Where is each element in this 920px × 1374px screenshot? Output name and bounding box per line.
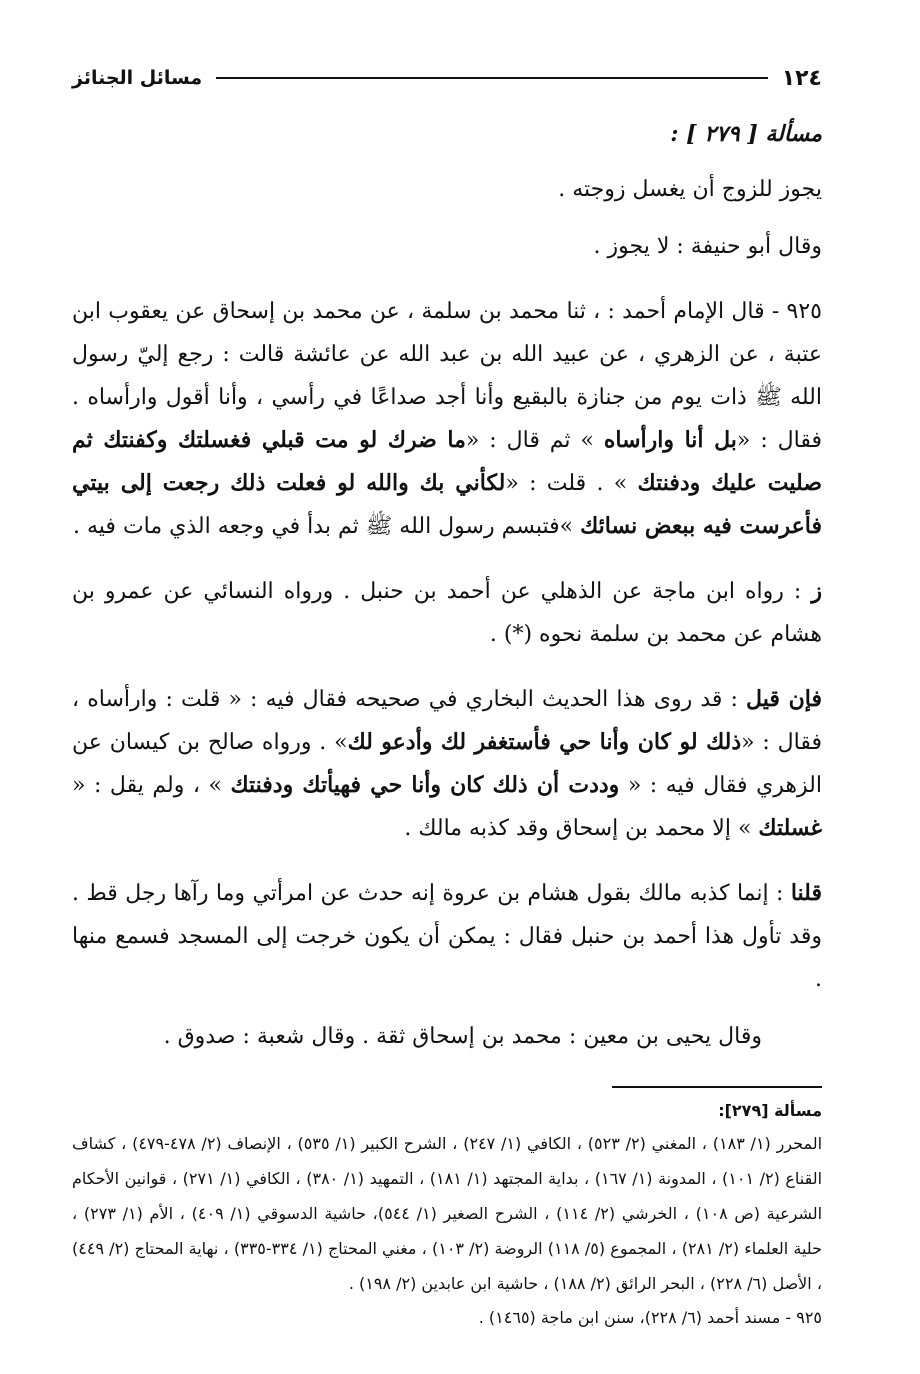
hadith-intro: ٩٢٥ - قال الإمام أحمد : ، ثنا محمد بن سلمة ، عن محمد بن إسحاق عن يعقوب ابن عتبة ، عن الزهري ، عن عبيد الله بن عبد الله عن عائشة قالت : رجع إليّ رسول الله ﷺ ذات يوم من جنازة بالبقيع وأنا أجد صداعًا في رأسي ، وأنا أقول وارأساه . فقال : « (72, 299, 823, 453)
takhrij-text: : رواه ابن ماجة عن الذهلي عن أحمد بن حنبل . ورواه النسائي عن عمرو بن هشام عن محمد بن سلمة نحوه (*) . (72, 579, 822, 647)
masala-heading: مسألة [ ٢٧٩ ] : (670, 121, 822, 147)
footnote-title: مسألة [٢٧٩]: (718, 1101, 822, 1120)
hadith-quote-2: ما ضرك لو مت قبلي فغسلتك وكفنتك ثم صليت عليك ودفنتك (72, 427, 822, 496)
objection-text-2: » . ورواه صالح بن كيسان عن الزهري فقال فيه : « (72, 730, 822, 798)
hadith-connector-2: » . قلت : « (505, 471, 638, 496)
reply-text: : إنما كذبه مالك بقول هشام بن عروة إنه حدث عن امرأتي وما رآها رجل قط . وقد تأول هذا أحمد بن حنبل فقال : يمكن أن يكون خرجت إلى المسجد فسمع منها . (72, 881, 822, 992)
footnote-hadith-reference: ٩٢٥ - مسند أحمد (٦/ ٢٢٨)، سنن ابن ماجة (١٤٦٥) . (478, 1308, 822, 1327)
abu-hanifa-paragraph: وقال أبو حنيفة : لا يجوز . (593, 234, 822, 259)
hadith-connector-1: » ثم قال : « (465, 428, 604, 453)
narrator-grading-paragraph: وقال يحيى بن معين : محمد بن إسحاق ثقة . وقال شعبة : صدوق . (163, 1024, 762, 1049)
takhrij-paragraph (72, 570, 822, 656)
reply-lead: قلنا (790, 880, 822, 906)
page-number: ١٢٤ (781, 65, 822, 91)
hadith-paragraph (72, 290, 822, 548)
hadith-ending: »فتبسم رسول الله ﷺ ثم بدأ في وجعه الذي مات فيه . (73, 514, 581, 539)
header-rule (216, 77, 768, 79)
page-header (72, 60, 822, 96)
objection-quote-3: غسلتك (758, 815, 822, 841)
hadith-quote-1: بل أنا وارأساه (603, 427, 737, 453)
reply-paragraph (72, 872, 822, 1001)
footnote-sources: المحرر (١/ ١٨٣) ، المغني (٢/ ٥٢٣) ، الكافي (١/ ٢٤٧) ، الشرح الكبير (١/ ٥٣٥) ، الإنصاف (٢/ ٤٧٨-٤٧٩) ، كشاف القناع (٢/ ١٠١) ، المدونة (١/ ١٦٧) ، بداية المجتهد (١/ ١٨١) ، التمهيد (١/ ٣٨٠) ، الكافي (١/ ٢٧١) ، قوانين الأحكام الشرعية (ص ١٠٨) ، الخرشي (٢/ ١١٤) ، الشرح الصغير (١/ ٥٤٤)، حاشية الدسوقي (١/ ٤٠٩) ، الأم (١/ ٢٧٣) ، حلية العلماء (٢/ ٢٨١) ، المجموع (٥/ ١١٨) الروضة (٢/ ١٠٣) ، مغني المحتاج (١/ ٣٣٤-٣٣٥) ، نهاية المحتاج (٢/ ٤٤٩) ، الأصل (٦/ ٢٢٨) ، البحر الرائق (٢/ ١٨٨) ، حاشية ابن عابدين (٢/ ١٩٨) . (72, 1134, 823, 1293)
ruling-paragraph: يجوز للزوج أن يغسل زوجته . (558, 177, 822, 202)
book-page (72, 60, 822, 1335)
running-title: مسائل الجنائز (72, 67, 203, 89)
objection-text-3: » ، ولم يقل : « (72, 773, 231, 798)
hadith-quote-3: لكأني بك والله لو فعلت ذلك رجعت إلى بيتي فأعرست فيه ببعض نسائك (72, 470, 822, 539)
objection-text-4: » إلا محمد بن إسحاق وقد كذبه مالك . (404, 816, 759, 841)
objection-text-1: : قد روى هذا الحديث البخاري في صحيحه فقال فيه : « قلت : وارأساه ، فقال : « (72, 687, 822, 755)
objection-paragraph (72, 678, 822, 850)
objection-quote-1: ذلك لو كان وأنا حي فأستغفر لك وأدعو لك (347, 729, 742, 755)
objection-quote-2: وددت أن ذلك كان وأنا حي فهيأتك ودفنتك (230, 772, 620, 798)
takhrij-marker: ز (811, 578, 822, 604)
footnote-rule (612, 1086, 822, 1088)
objection-lead: فإن قيل (746, 686, 822, 712)
